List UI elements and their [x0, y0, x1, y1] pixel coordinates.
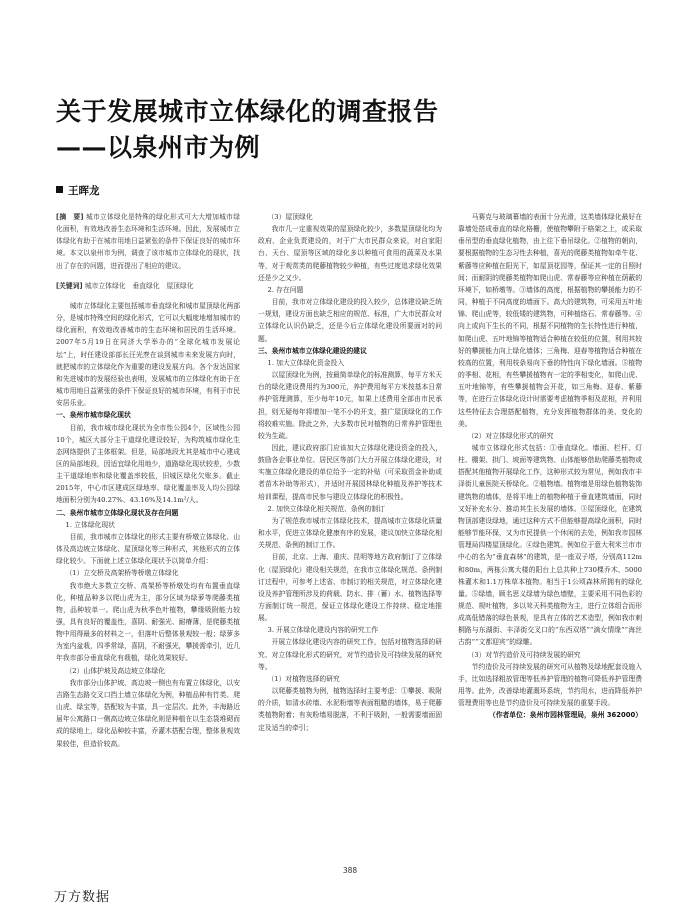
paragraph: 目前，北京、上海、重庆、昆明等地方政府制订了立体绿化（屋顶绿化）建设相关规范，在我市立体绿化规范、条例制订过程中，可参考上述省、市制订的相关规范，对立体绿化建设及养护管理所涉及的荷载、防水、排（蓄）水、植物选择等方面制订统一规范，保证立体绿化建设工作持续、稳定地推展。	[258, 553, 442, 623]
subsection-heading: 1. 立体绿化现状	[65, 520, 115, 529]
paragraph: 以屋顶绿化为例，按最简单绿化的标准测算，每平方米天台的绿化建设费用约为300元，养护费用每平方米按基本日常养护管理测算，至少每年10元，如果上述费用全部由市民承担，则无疑每年将增加一笔不小的开支，推广屋顶绿化的工作将较难实施。除此之外，大多数市民对植物的日常养护管理也较为生疏。	[258, 371, 442, 440]
paragraph: 目前，我市城市立体绿化的形式主要有桥墩立体绿化、山体及高边坡立体绿化、屋顶绿化等三种形式，其他形式的立体绿化较少。下面就上述立体绿化现状予以简单介绍：	[56, 532, 240, 566]
column-1	[56, 211, 240, 859]
subsection-heading: 2. 存在问题	[267, 285, 304, 294]
paragraph: 我市绝大多数立交桥、高架桥等桥墩处均有布置垂直绿化，种植品种多以爬山虎为主，部分区域为绿萝等爬藤类植物，品种较单一。爬山虎为秋季色叶植物，攀缘吸附能力较强，具有良好的覆盖性，喜阴、耐强光、耐瘠薄，是爬藤类植物中用得最多的材料之一，但落叶后整体景观较一般；绿萝多为室内盆栽，四季常绿，喜阴，不耐强光，攀援需牵引，近几年我市部分垂直绿化有栽植，绿化效果较好。	[56, 581, 240, 663]
square-bullet-icon	[56, 186, 63, 193]
section-heading: 二、泉州市城市立体绿化现状及存在问题	[56, 508, 179, 517]
subsection-heading: 3. 开展立体绿化建设内容的研究工作	[267, 626, 379, 635]
column-2	[258, 211, 442, 859]
subsection-heading: （1）对植物选择的研究	[267, 674, 340, 683]
paragraph: 马赛克与玻璃幕墙的表面十分光滑，这类墙体绿化最好在靠墙处搭成垂直的绿化格栅，使植物攀附于格架之上，或采取垂吊型的垂直绿化植物，由上往下垂吊绿化。②植物的朝向，要根据植物的生态习性去种植，喜光的爬藤类植物如牵牛花、紫藤等应种植在阳光下，如屋顶花园等，保证其一定的日照时间；而耐阴的爬藤类植物如爬山虎、常春藤等应种植在荫蔽的环境下，如桥墩等。③墙体的高度，根据植物的攀援能力的不同，种植于不同高度的墙面下。高大的建筑物，可采用五叶地锦、爬山虎等，较低矮的建筑物，可种植络石、常春藤等。④向上或向下生长的不同，根据不同植物的生长特性进行种植，如爬山虎、五叶地锦等植物适合种植在较低的位置，利用其较好的攀援能力向上绿化墙体；三角梅、迎春等植物适合种植在较高的位置，利用枝条易向下垂的特性向下绿化墙面。⑤植物的季相、花相，有些攀援植物有一定的季相变化，如爬山虎、五叶地锦等，有些攀援植物会开花，如三角梅、迎春、紫藤等，在进行立体绿化设计时需要考虑植物季相及花相，并利用这些特征去合理搭配植物，充分发挥植物群体的美、变化的美。	[458, 213, 642, 428]
paragraph: 以爬藤类植物为例，植物选择时主要考虑：①攀援、吸附的介质，如清水砖墙、水泥粉墙等表面粗糙的墙体，易于爬藤类植物附着；有灰粉墙易脱落，不利于吸附，一般需要墙面固定及适当的牵引；	[258, 687, 442, 732]
paragraph: 开展立体绿化建设内容的研究工作，包括对植物选择的研究、对立体绿化形式的研究，对节约造价及可持续发展的研究等。	[258, 638, 442, 671]
paragraph: 目前，我市对立体绿化建设的投入较少，总体建设缺乏统一规划，建设方面也缺乏相应的规范、标准，广大市民群众对立体绿化认识仍缺乏，还是今后立体绿化建设所要面对的问题。	[258, 298, 442, 343]
subsection-heading: 1. 加大立体绿化资金投入	[267, 358, 345, 367]
author-name: 王晖龙	[68, 185, 100, 197]
author-line	[56, 183, 100, 198]
paragraph: 节约造价及可持续发展的研究可从植物及绿地配套设施入手，比如选择粗放管理等低养护管理的植物可降低养护管理费用等。此外，改善绿地灌溉环系统，节约用水，进而降低养护管理费用等也是节约造价及可持续发展的重要手段。	[458, 662, 642, 708]
subsection-heading: （2）对立体绿化形式的研究	[467, 431, 554, 440]
paragraph: 我市几一定重视效果的屋顶绿化较少，多数屋顶绿化均为政府、企业负责建设的，对于广大市民群众来说，对自家阳台、天台、屋顶等区域的绿化多以种植可食用的蔬菜及水果等，对于观赏类的爬藤植物较少种植，有些过度追求绿化效果还是少之又少。	[258, 225, 442, 282]
subsection-heading: （1）立交桥及高架桥等桥墩立体绿化	[65, 569, 179, 578]
subsection-heading: （2）山体护坡及高边坡立体绿化	[65, 666, 165, 675]
wanfang-data-watermark: 万方数据	[54, 890, 111, 905]
keywords-text: 城市立体绿化 垂直绿化 屋顶绿化	[84, 281, 194, 290]
page-number: 388	[342, 866, 358, 875]
section-heading: 一、泉州市城市绿化现状	[56, 411, 131, 420]
title-line-1: 关于发展城市立体绿化的调查报告	[56, 97, 439, 126]
subsection-heading: （3）屋顶绿化	[267, 213, 313, 221]
title-line-2: ——以泉州市为例	[56, 133, 261, 162]
paragraph: 为了规范我市城市立体绿化技术，提高城市立体绿化质量和水平，促进立体绿化健康有序的发展，建议加快立体绿化相关规范、条例的制订工作。	[258, 516, 442, 550]
subsection-heading: 2. 加快立体绿化相关规范、条例的制订	[267, 504, 385, 513]
keywords	[56, 280, 240, 292]
abstract	[56, 211, 240, 272]
paragraph: 因此，建议政府部门应该加大立体绿化建设资金的投入，鼓励各企事业单位、居民区等部门大力开展立体绿化建设，对实施立体绿化建设的单位给予一定的补贴（可采取资金补助或者苗木补助等形式），并适时开展园林绿化种植及养护等技术培训课程，提高市民参与建设立体绿化的积极性。	[258, 443, 442, 501]
keywords-label: [关键词]	[56, 281, 83, 290]
author-affiliation: （作者单位：泉州市园林管理局，泉州 362000）	[488, 711, 642, 720]
column-3	[458, 211, 642, 859]
paragraph: 目前，我市城市绿化现状为全市性公园4个，区域性公园10个，城区大部分主干道绿化建设较好，为构筑城市绿化生态网络提供了主体框架。但是，局部地段尤其是城市中心建成区的局部地段，因适宜绿化用地少，道路绿化现状较差，少数主干道绿地率和绿化覆盖率较低，旧城区绿化欠账多。截止2015年，中心市区建成区绿地率、绿化覆盖率及人均公园绿地面积分别为40.27%、43.16%及14.1m²/人。	[56, 423, 240, 505]
abstract-label: [摘 要]	[56, 213, 84, 221]
article-title	[56, 94, 439, 166]
abstract-text: 城市立体绿化是特殊的绿化形式可大大增加城市绿化面积，有效地改善生态环境和生活环境。因此，发展城市立体绿化有助于在城市用地日益紧张的条件下保证良好的城市环境。本文以泉州市为例，调查了该市城市立体绿化的现状，找出了存在的问题，进而提出了相应的建议。	[56, 213, 240, 270]
paragraph: 城市立体绿化主要包括城市垂直绿化和城市屋顶绿化两部分，是城市特殊空间的绿化形式，它可以大幅度地增加城市的绿化面积，有效地改善城市的生态环境和居民的生活环境。2007年5月19日在同济大学举办的“全球化城市发展论坛”上，时任建设部部长汪光焘在谈到城市未来发展方向时，就把城市的立体绿化作为重要的建设发展方向。各个发达国家和先进城市的发展经验也表明，发展城市的立体绿化有助于在城市用地日益紧张的条件下保证良好的城市环境，有利于市民安居乐业。	[56, 301, 240, 408]
section-heading: 三、泉州市城市立体绿化建设的建议	[258, 346, 367, 355]
paragraph: 我市部分山体护坡、高边坡一侧也有布置立体绿化，以安吉路生态路交叉口挡土墙立体绿化为例，种植品种有竹类、爬山虎、绿宝等，搭配较为丰富，具一定层次。此外，丰海路近届年公寓路口一侧高边坡立体绿化则是种植在以生态袋堆砌而成的绿地上，绿化品种较丰富，乔灌木搭配合理，整体景观效果较佳，但造价较高。	[56, 678, 240, 748]
paragraph: 城市立体绿化形式包括：①垂直绿化。墙面、栏杆、灯柱、棚架、拱门、坡面等建筑物、山体能够借助爬藤类植物或搭配其他植物开展绿化工作，这种形式较为常见，例如我市丰泽街儿童医院天桥绿化。②植物墙。植物墙是用绿色植物装饰建筑物的墙体，是将平地上的植物种植于垂直建筑墙面，同时又好补充水分、推动其生长发展的墙体。③屋顶绿化，在建筑物顶部建设绿地，通过这种方式不但能够提高绿化面积，同时能够节能环保，又为市民提供一个休闲的去处，例如我市园林管理局四楼屋顶绿化。④绿色建筑。例如位于意大利米兰市市中心的名为“垂直森林”的建筑，是一座双子塔，分别高112m和80m，两栋公寓大楼的阳台上总共种上730棵乔木、5000株灌木和1.1万株草本植物。相当于1公顷森林所拥有的绿化量。⑤绿墙，顾名思义绿墙为绿色墙壁，主要采用不同色彩的规范、规叶植物，多以耸天科类植物为主，进行立体组合而形成高低错落的绿色景观，是具有立体的艺术造型，例如我市刺桐路与东湖街、丰泽街交叉口的“东西双塔”“滴女情缘”“海丝古韵”“文都迎宾”的绿雕。	[458, 443, 642, 647]
subsection-heading: （3）对节约造价及可持续发展的研究	[467, 650, 581, 659]
